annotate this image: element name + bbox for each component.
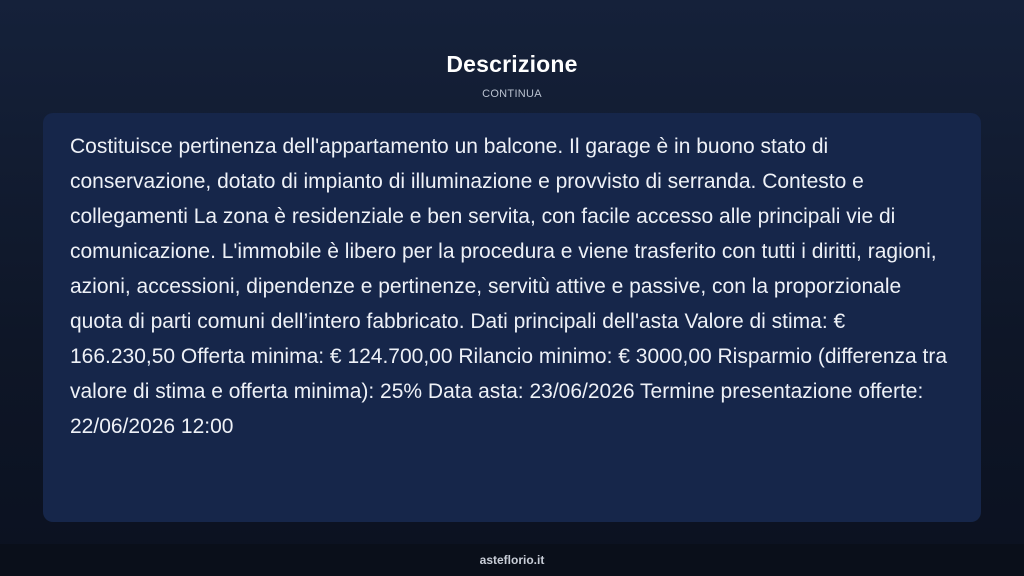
page-title: Descrizione [446,51,578,77]
site-name: asteflorio.it [479,553,545,567]
footer-bar [0,544,1024,576]
continua-label: CONTINUA [482,88,542,100]
description-card [43,113,981,522]
header [0,50,1024,101]
description-text: Costituisce pertinenza dell'appartamento un balcone. Il garage è in buono stato di conservazione, dotato di impianto di illuminazione e provvisto di serranda. Contesto e collegamenti La zona è residenziale e ben servita, con facile accesso alle principali vie di comunicazione. L'immobile è libero per la procedura e viene trasferito con tutti i diritti, ragioni, azioni, accessioni, dipendenze e pertinenze, servitù attive e passive, con la proporzionale quota di parti comuni dell’intero fabbricato. Dati principali dell'asta Valore di stima: € 166.230,50 Offerta minima: € 124.700,00 Rilancio minimo: € 3000,00 Risparmio (differenza tra valore di stima e offerta minima): 25% Data asta: 23/06/2026 Termine presentazione offerte: 22/06/2026 12:00 [70,135,948,438]
